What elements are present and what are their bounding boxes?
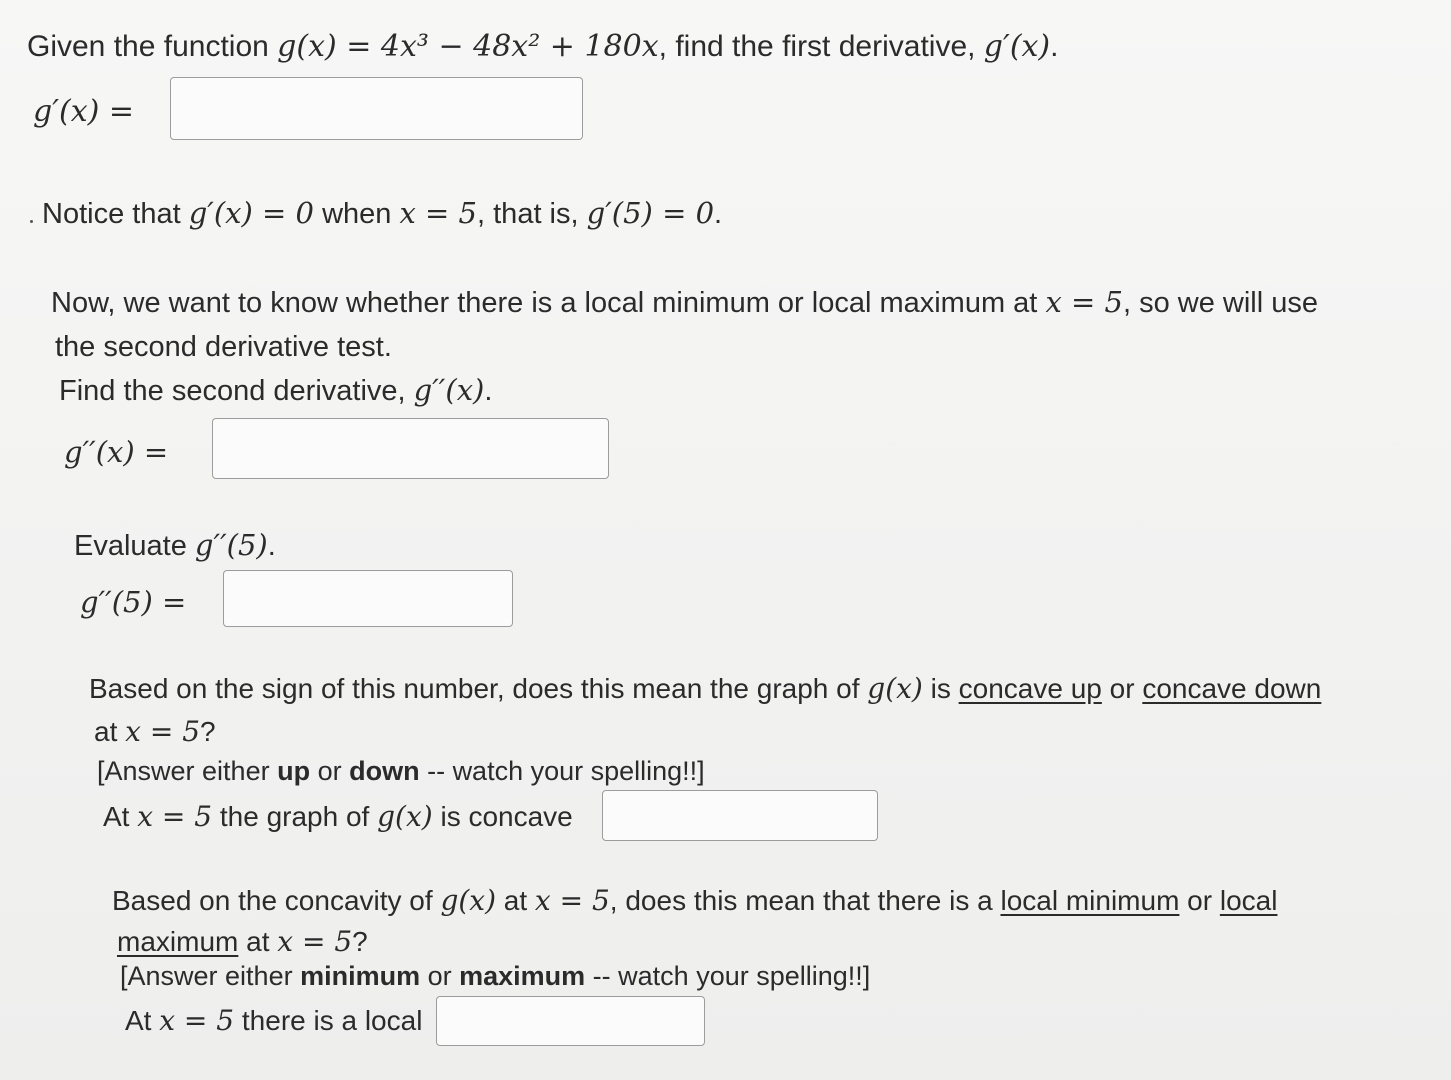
q1-target-math: g′(x) — [983, 29, 1051, 64]
q3-answer-label: g′′(5) = — [80, 585, 187, 619]
q5-line2-end: ? — [352, 926, 368, 957]
second-derivative-input[interactable] — [212, 418, 609, 479]
q2-find-end: . — [484, 375, 493, 407]
q2-find-math: g′′(x) — [413, 373, 485, 407]
q5-instr-suffix: -- watch your spelling!!] — [585, 961, 871, 991]
concave-down-link[interactable]: concave down — [1142, 673, 1322, 704]
q5-line1-prefix: Based on the concavity of — [112, 885, 441, 916]
q5-instr-minimum: minimum — [300, 961, 421, 991]
q4-instr-up: up — [277, 756, 311, 786]
q2-line1-suffix: , so we will use — [1122, 287, 1318, 319]
q5-instr-maximum: maximum — [459, 961, 586, 991]
q4-line2-math: x = 5 — [125, 715, 201, 748]
first-derivative-input[interactable] — [170, 77, 583, 140]
q1-end: . — [1050, 30, 1059, 63]
q5-line1 — [112, 884, 1277, 918]
q4-line1 — [89, 672, 1321, 706]
q1-answer-label: g′(x) = — [33, 94, 135, 129]
q5-answer-math: x = 5 — [159, 1004, 235, 1037]
q4-line1-prefix: Based on the sign of this number, does this mean the graph of — [89, 673, 868, 704]
q4-answer-math-1: x = 5 — [137, 800, 213, 833]
q5-line2-mid: at — [238, 926, 278, 957]
q4-answer-suffix: is concave — [432, 801, 573, 832]
q2-find-prefix: Find the second derivative, — [59, 375, 414, 407]
q5-line1-mid-2: , does this mean that there is a — [609, 885, 1001, 916]
q3-prefix: Evaluate — [74, 530, 195, 562]
local-minimum-link[interactable]: local minimum — [1000, 885, 1180, 916]
q4-instr-suffix: -- watch your spelling!!] — [419, 756, 705, 786]
q5-line1-math-1: g(x) — [440, 884, 496, 917]
q5-answer-prefix: At — [125, 1005, 160, 1036]
q3-math: g′′(5) — [194, 528, 268, 562]
q4-answer-math-2: g(x) — [377, 800, 433, 833]
q4-line2-end: ? — [200, 716, 216, 747]
q4-line2-prefix: at — [94, 716, 126, 747]
q2-line1-prefix: Now, we want to know whether there is a local minimum or local maximum at — [51, 287, 1046, 319]
q5-answer-prompt — [125, 1004, 422, 1038]
q4-answer-mid: the graph of — [212, 801, 378, 832]
local-maximum-link-part-2[interactable]: maximum — [117, 926, 239, 957]
q5-instr-or: or — [420, 961, 460, 991]
q2-answer-label: g′′(x) = — [64, 435, 169, 469]
q4-instructions — [97, 754, 705, 788]
q5-instructions — [120, 959, 870, 993]
notice-mid-2: , that is, — [477, 198, 587, 230]
concave-up-link[interactable]: concave up — [958, 673, 1102, 704]
extremum-input[interactable] — [436, 996, 705, 1046]
q4-line1-mid: is — [922, 673, 959, 704]
q4-instr-down: down — [349, 756, 420, 786]
q3-end: . — [267, 530, 276, 562]
q4-answer-prefix: At — [103, 801, 138, 832]
q1-prefix: Given the function — [27, 30, 278, 63]
concavity-input[interactable] — [602, 790, 878, 841]
notice-mid-1: when — [314, 198, 400, 230]
q2-line1-math: x = 5 — [1045, 285, 1123, 319]
q2-find-prompt — [59, 373, 492, 408]
q4-line1-math: g(x) — [867, 672, 923, 705]
q4-answer-prompt — [103, 800, 573, 834]
notice-end: . — [714, 198, 723, 230]
q3-prompt — [74, 528, 276, 563]
q1-suffix: , find the first derivative, — [658, 30, 984, 63]
q4-line2 — [94, 715, 216, 749]
q1-prompt — [27, 30, 1058, 64]
notice-prefix: Notice that — [42, 198, 189, 230]
notice-text — [42, 196, 722, 231]
bullet-dot — [30, 220, 33, 223]
q2-line1 — [51, 285, 1318, 320]
notice-math-3: g′(5) = 0 — [586, 196, 715, 230]
q2-line2: the second derivative test. — [55, 331, 392, 363]
notice-math-1: g′(x) = 0 — [188, 196, 315, 230]
q5-line1-mid: at — [496, 885, 535, 916]
q5-line1-or: or — [1179, 885, 1220, 916]
q5-line2-math: x = 5 — [277, 925, 353, 958]
q4-line1-or: or — [1101, 673, 1143, 704]
local-maximum-link-part-1[interactable]: local — [1219, 885, 1278, 916]
q5-line1-math-2: x = 5 — [534, 884, 610, 917]
second-derivative-at-5-input[interactable] — [223, 570, 513, 627]
q5-line2 — [117, 925, 368, 959]
q4-instr-prefix: [Answer either — [97, 756, 278, 786]
q5-answer-suffix: there is a local — [234, 1005, 423, 1036]
q1-function-math: g(x) = 4x³ − 48x² + 180x — [277, 29, 659, 64]
q5-instr-prefix: [Answer either — [120, 961, 301, 991]
q4-instr-or: or — [310, 756, 350, 786]
notice-math-2: x = 5 — [399, 196, 478, 230]
